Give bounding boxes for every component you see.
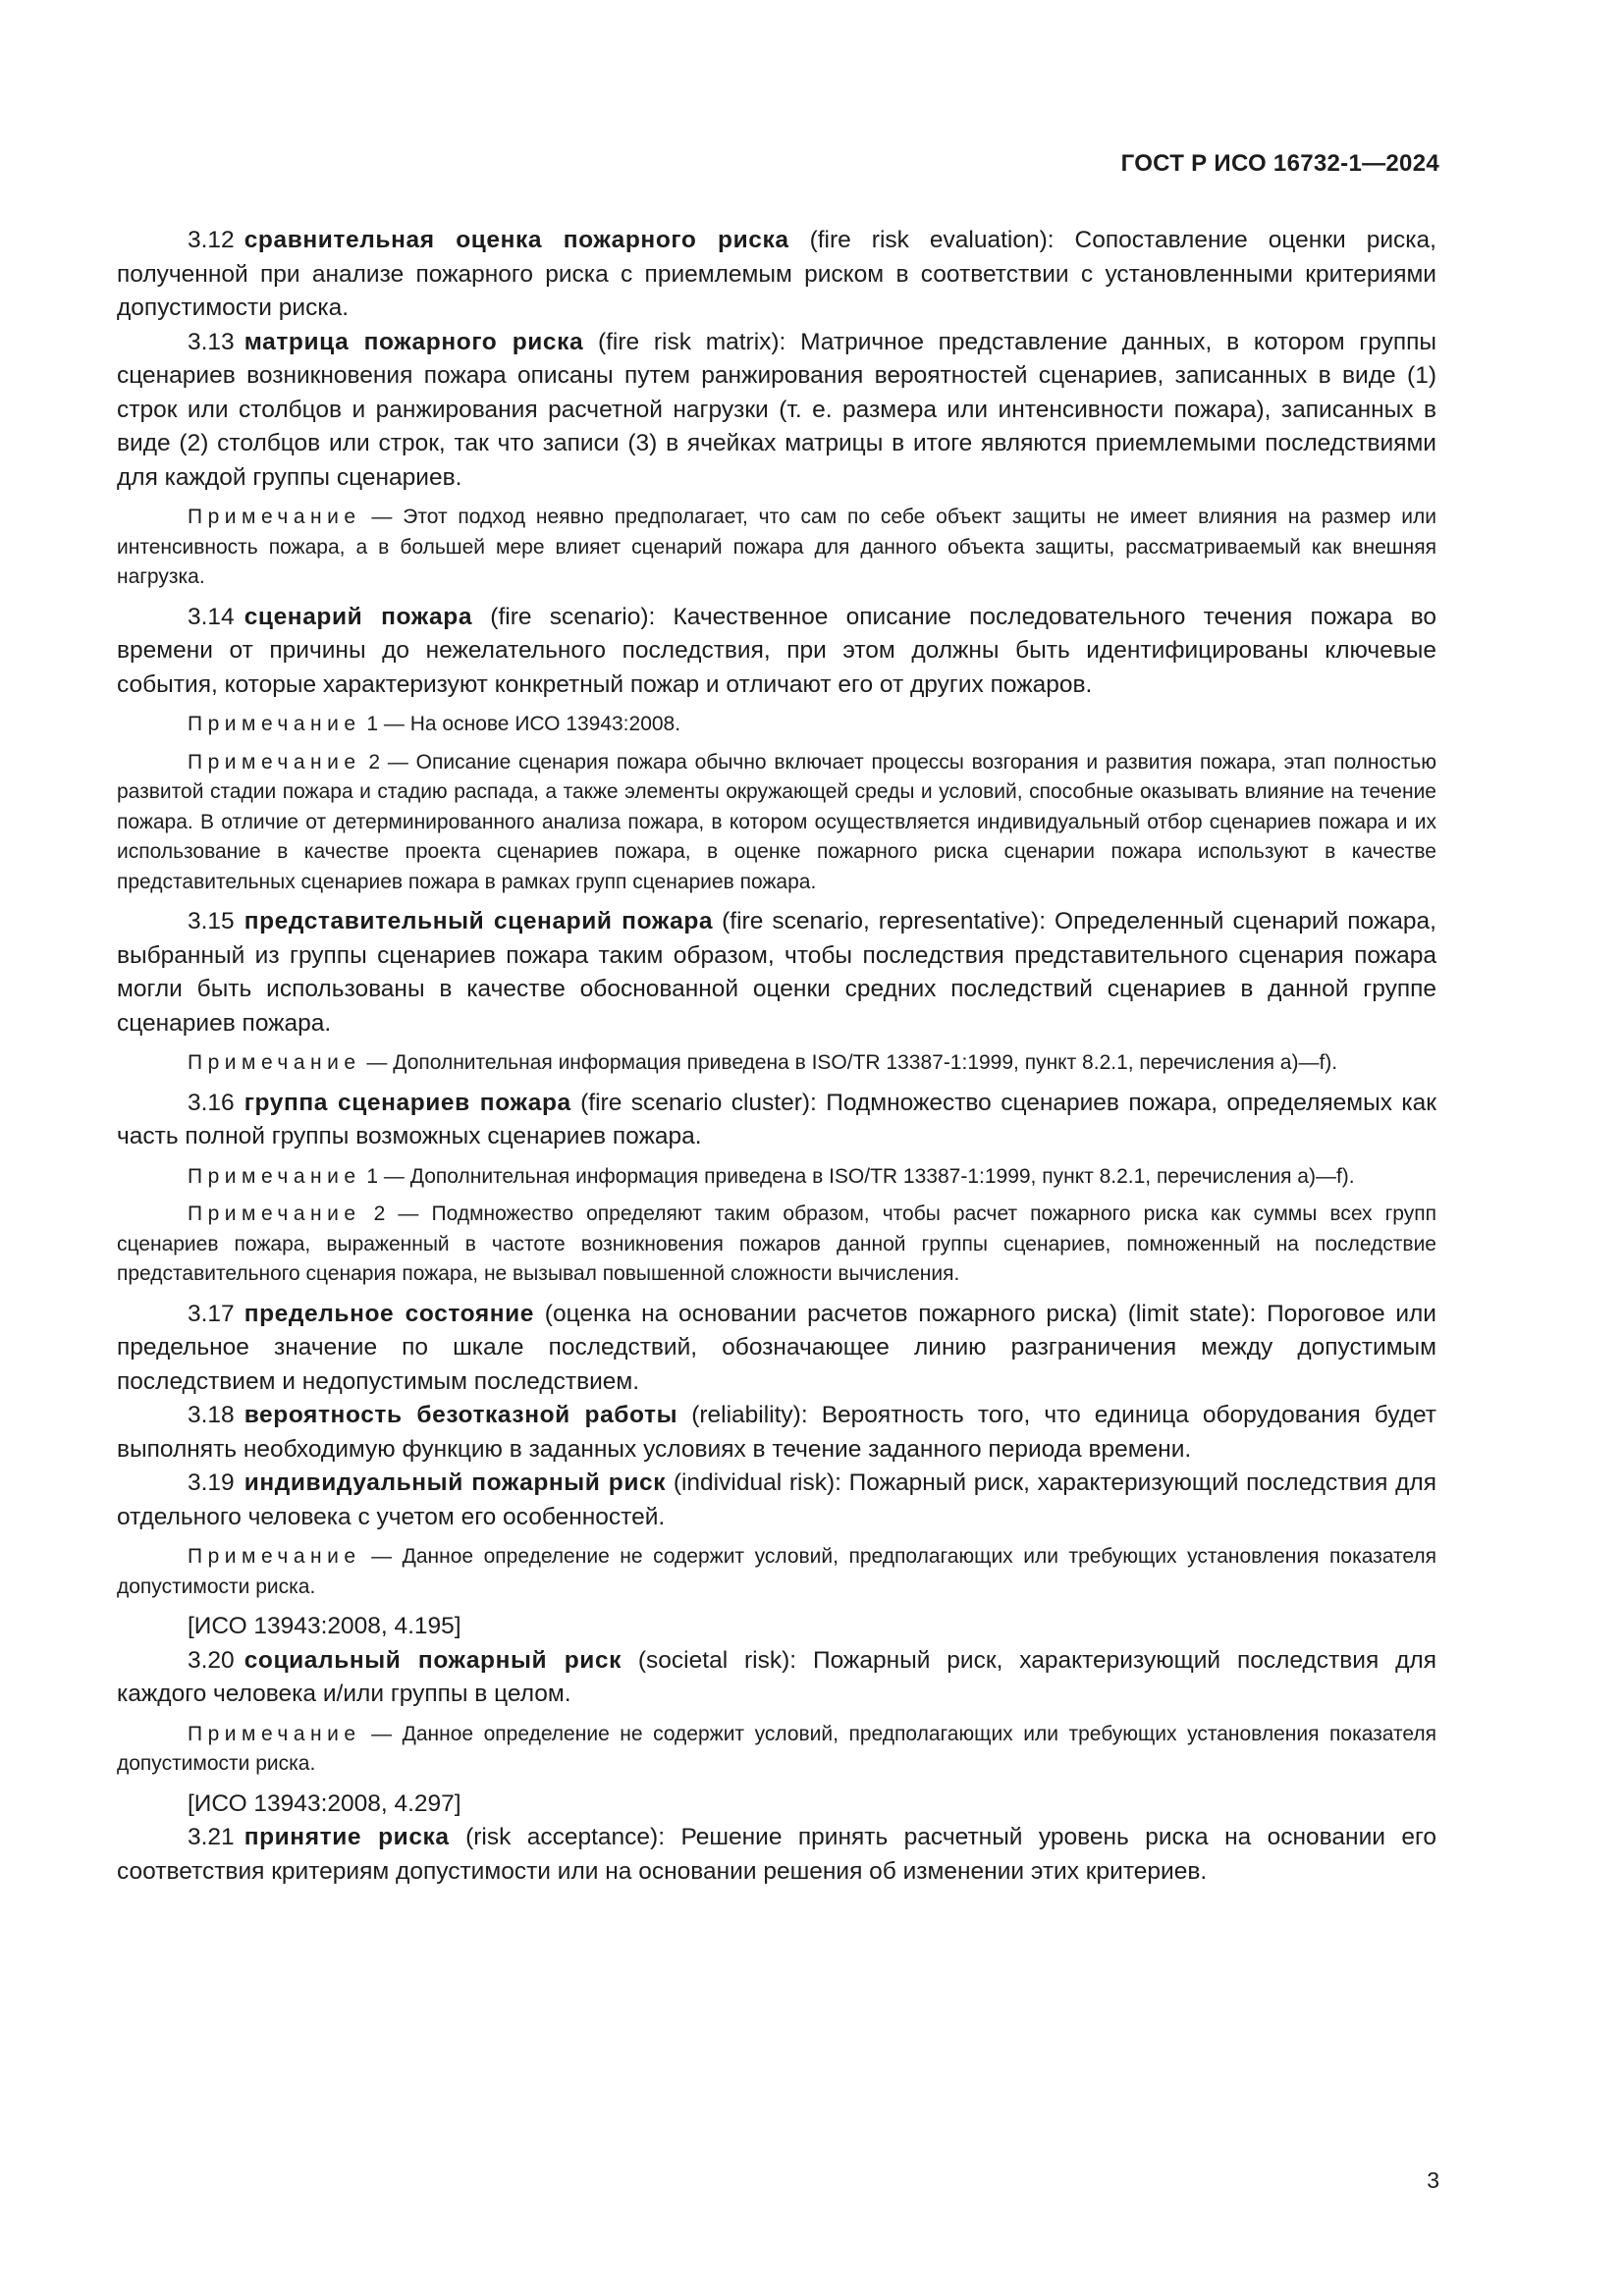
term: сравнительная оценка пожарного риска (244, 227, 789, 253)
term: предельное состояние (244, 1300, 535, 1327)
note-3-20: Примечание — Данное определение не содержит условий, предполагающих или требующих установления показателя допустимости риска. (117, 1722, 1436, 1775)
definition-3-17: 3.17 предельное состояние (оценка на основании расчетов пожарного риска) (limit state): Пороговое или предельное значение по шкале последствий, обозначающее линию разграничения между допустимым последствием и недопустимым последствием. (117, 1300, 1436, 1395)
definition-3-21: 3.21 принятие риска (risk acceptance): Решение принять расчетный уровень риска на основании его соответствия критериям допустимости или на основании решения об изменении этих критериев. (117, 1824, 1436, 1885)
term: матрица пожарного риска (244, 328, 584, 355)
definition-3-12: 3.12 сравнительная оценка пожарного риска (fire risk evaluation): Сопоставление оценки риска, полученной при анализе пожарного риска с приемлемым риском в соответствии с установленными критериями допустимости риска. (117, 227, 1436, 321)
definition-3-18: 3.18 вероятность безотказной работы (reliability): Вероятность того, что единица оборудования будет выполнять необходимую функцию в заданных условиях в течение заданного периода времени. (117, 1402, 1436, 1463)
source-reference: [ИСО 13943:2008, 4.297] (188, 1789, 461, 1817)
definition-3-14: 3.14 сценарий пожара (fire scenario): Качественное описание последовательного течения пожара во времени от причины до нежелательного последствия, при этом должны быть идентифицированы ключевые события, которые характеризуют конкретный пожар и отличают его от других пожаров. (117, 603, 1436, 698)
document-body (117, 224, 1436, 1889)
note-3-16-1: Примечание 1 — Дополнительная информация приведена в ISO/TR 13387-1:1999, пункт 8.2.1, перечисления а)—f). (188, 1164, 1355, 1188)
term: принятие риска (244, 1824, 450, 1850)
term: представительный сценарий пожара (244, 908, 714, 934)
document-id-header: ГОСТ Р ИСО 16732-1—2024 (1120, 150, 1439, 177)
note-3-14-2: Примечание 2 — Описание сценария пожара обычно включает процессы возгорания и развития пожара, этап полностью развитой стадии пожара и стадию распада, а также элементы окружающей среды и условий, способные оказывать влияние на течение пожара. В отличие от детерминированного анализа пожара, в котором осуществляется индивидуальный отбор сценариев пожара и их использование в качестве проекта сценариев пожара, в оценке пожарного риска сценарии пожара используют в качестве представительных сценариев пожара в рамках групп сценариев пожара. (117, 750, 1436, 893)
definition-3-15: 3.15 представительный сценарий пожара (fire scenario, representative): Определенный сценарий пожара, выбранный из группы сценариев пожара таким образом, чтобы последствия представительного сценария пожара могли быть использованы в качестве обоснованной оценки средних последствий сценариев в данной группе сценариев пожара. (117, 908, 1436, 1037)
note-3-15: Примечание — Дополнительная информация приведена в ISO/TR 13387-1:1999, пункт 8.2.1, перечисления а)—f). (188, 1051, 1338, 1074)
definition-3-19: 3.19 индивидуальный пожарный риск (individual risk): Пожарный риск, характеризующий последствия для отдельного человека с учетом его особенностей. (117, 1469, 1436, 1530)
page-number: 3 (1427, 2167, 1439, 2193)
definition-3-20: 3.20 социальный пожарный риск (societal risk): Пожарный риск, характеризующий последствия для каждого человека и/или группы в целом. (117, 1646, 1436, 1707)
term: группа сценариев пожара (244, 1089, 571, 1116)
definition-3-13: 3.13 матрица пожарного риска (fire risk matrix): Матричное представление данных, в котором группы сценариев возникновения пожара описаны путем ранжирования вероятностей сценариев, записанных в виде (1) строк или столбцов и ранжирования расчетной нагрузки (т. е. размера или интенсивности пожара), записанных в виде (2) столбцов или строк, так что записи (3) в ячейках матрицы в итоге являются приемлемыми последствиями для каждой группы сценариев. (117, 328, 1436, 491)
definition-3-16: 3.16 группа сценариев пожара (fire scenario cluster): Подмножество сценариев пожара, определяемых как часть полной группы возможных сценариев пожара. (117, 1089, 1436, 1149)
term: индивидуальный пожарный риск (244, 1469, 667, 1496)
note-3-13: Примечание — Этот подход неявно предполагает, что сам по себе объект защиты не имеет влияния на размер или интенсивность пожара, а в большей мере влияет сценарий пожара для данного объекта защиты, рассматриваемый как внешняя нагрузка. (117, 506, 1436, 588)
term: сценарий пожара (244, 603, 473, 630)
note-3-19: Примечание — Данное определение не содержит условий, предполагающих или требующих установления показателя допустимости риска. (117, 1545, 1436, 1598)
source-reference: [ИСО 13943:2008, 4.195] (188, 1613, 461, 1639)
note-3-16-2: Примечание 2 — Подмножество определяют таким образом, чтобы расчет пожарного риска как суммы всех групп сценариев пожара, выраженный в частоте возникновения пожаров данной группы сценариев, помноженный на последствие представительного сценария пожара, не вызывал повышенной сложности вычисления. (117, 1202, 1436, 1285)
term: вероятность безотказной работы (244, 1402, 678, 1428)
term: социальный пожарный риск (244, 1646, 623, 1674)
note-3-14-1: Примечание 1 — На основе ИСО 13943:2008. (188, 713, 681, 735)
